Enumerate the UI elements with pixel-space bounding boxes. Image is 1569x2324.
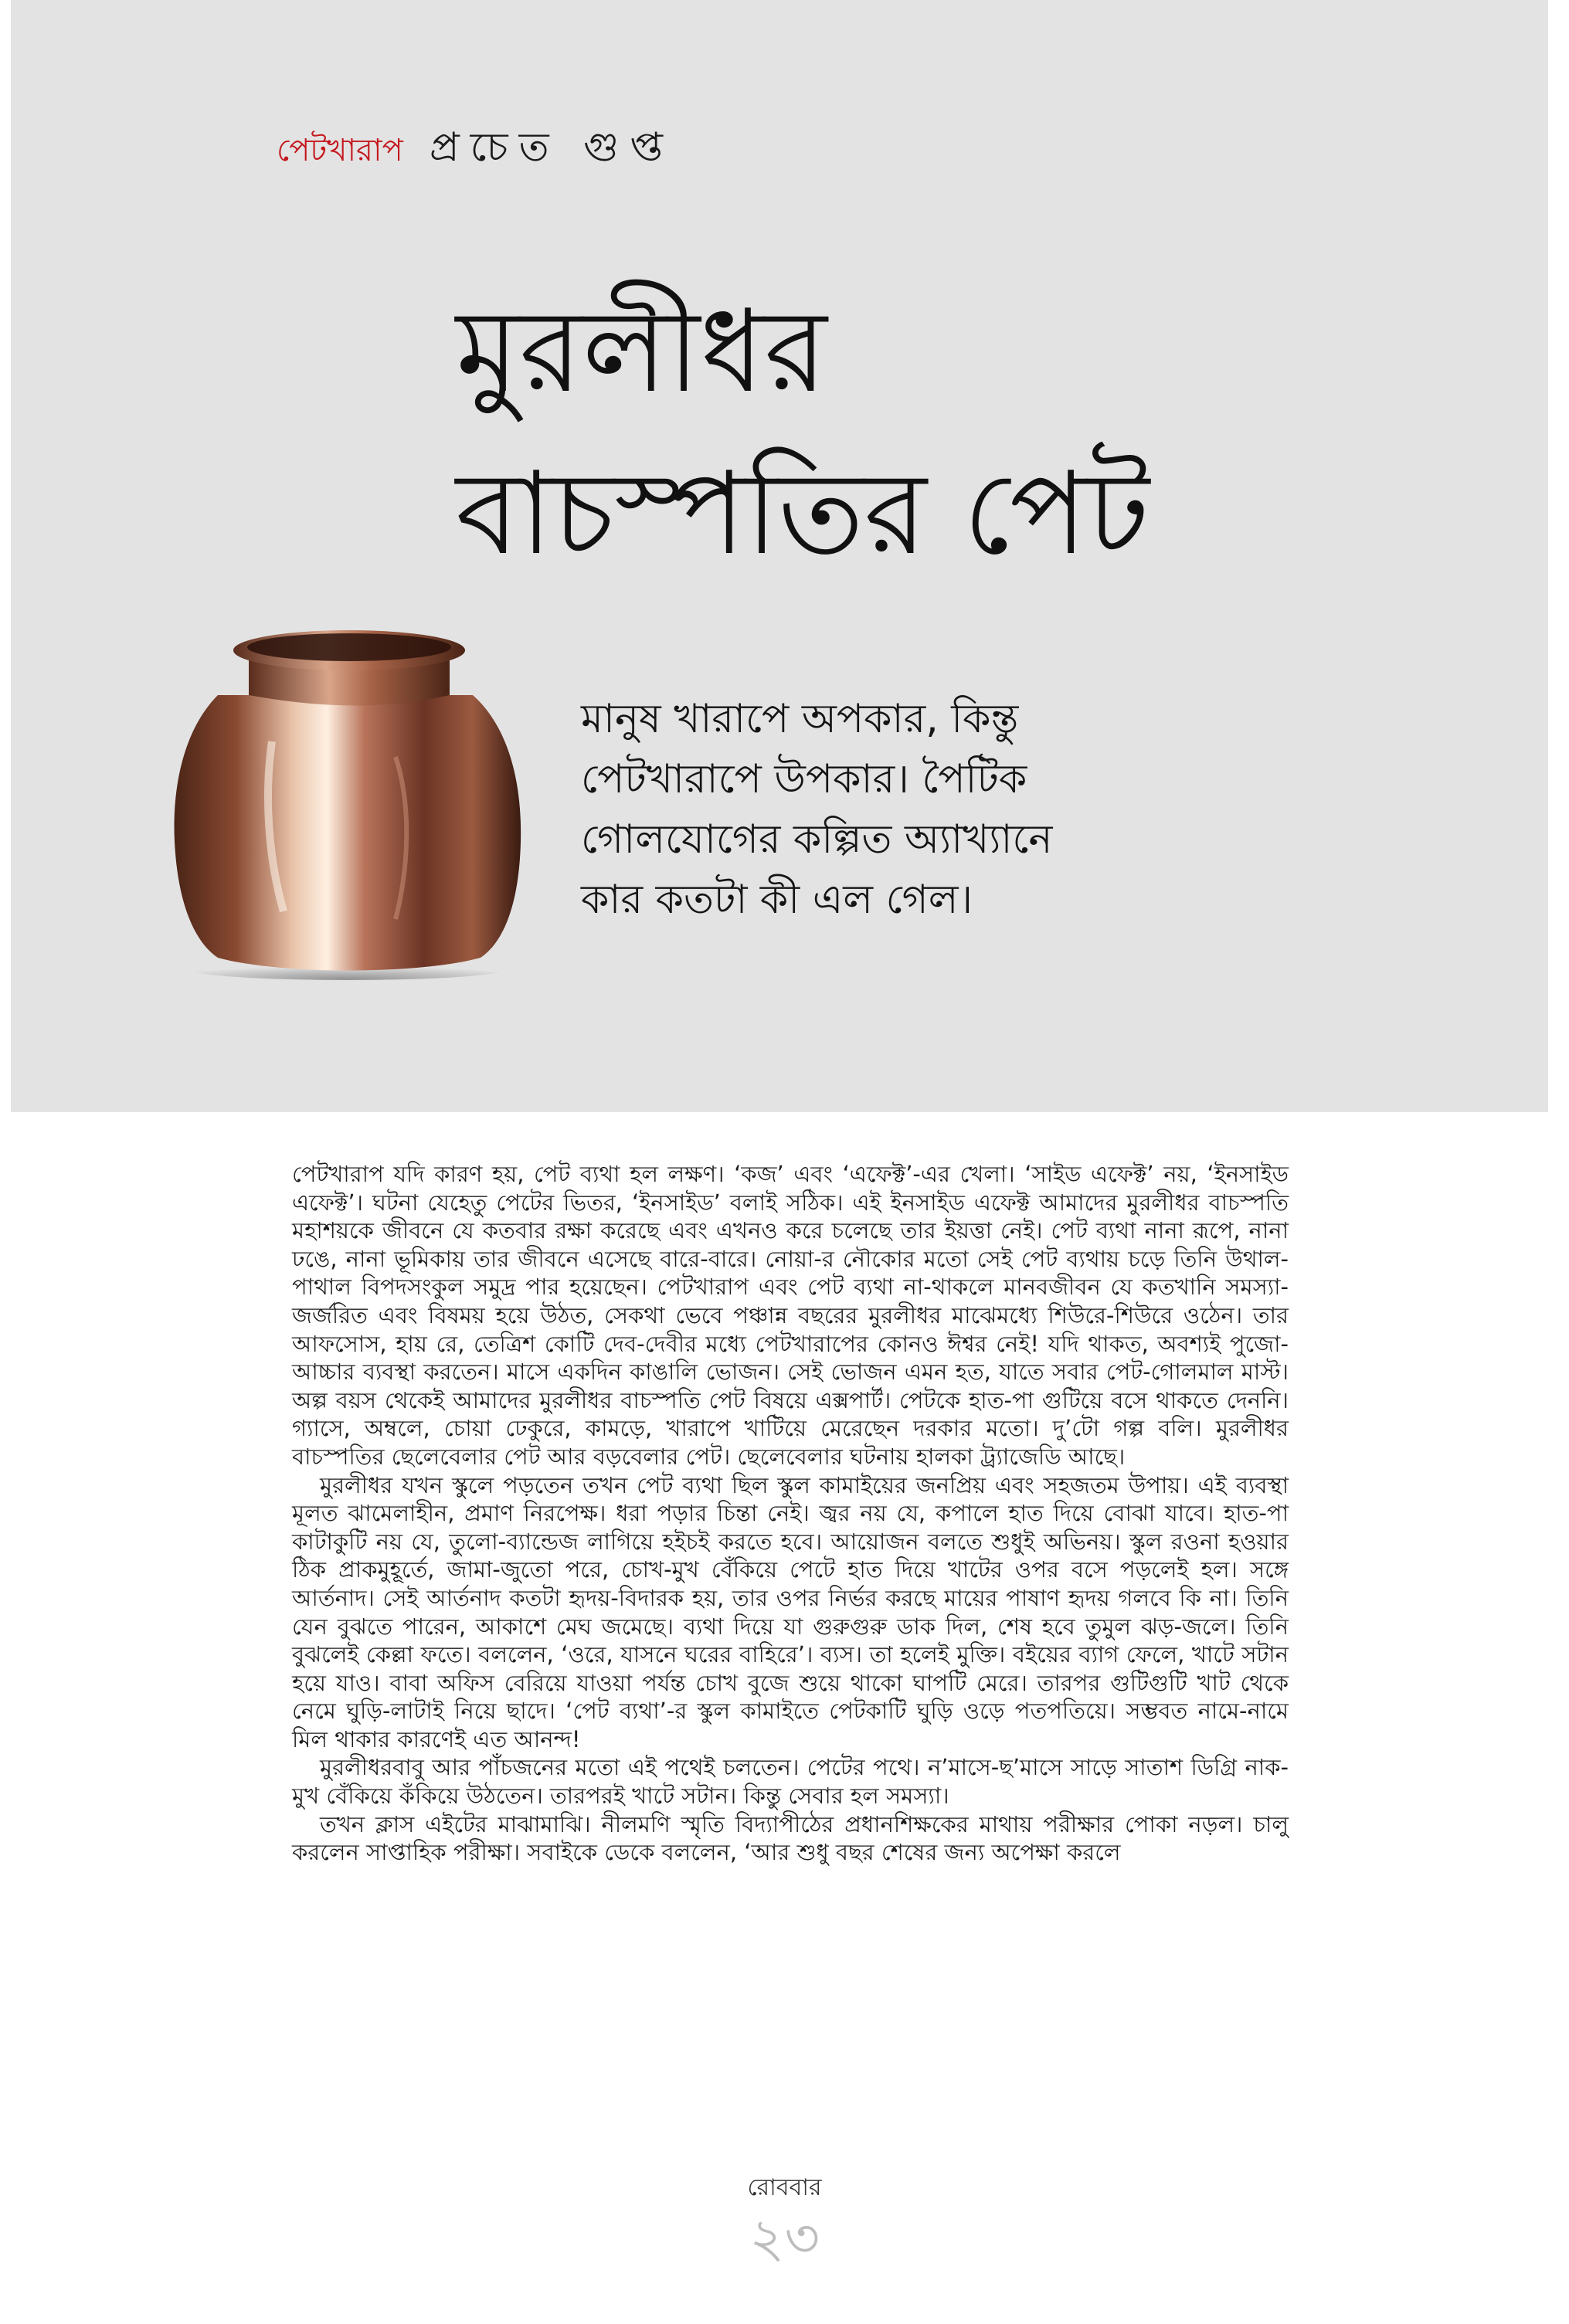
section-tag: পেটখারাপ [277,133,403,168]
title-line: মুরলীধর [456,285,827,418]
body-paragraph: পেটখারাপ যদি কারণ হয়, পেট ব্যথা হল লক্ষণ। ‘কজ’ এবং ‘এফেক্ট’-এর খেলা। ‘সাইড এফেক্ট’ নয়, ‘ইনসাইড এফেক্ট’। ঘটনা যেহেতু পেটের ভিতর, ‘ইনসাইড’ বলাই সঠিক। এই ইনসাইড এফেক্ট আমাদের মুরলীধর বাচস্পতি মহাশয়কে জীবনে যে কতবার রক্ষা করেছে এবং এখনও করে চলেছে তার ইয়ত্তা নেই। পেট ব্যথা নানা রূপে, নানা ঢঙে, নানা ভূমিকায় তার জীবনে এসেছে বারে-বারে। নোয়া-র নৌকোর মতো সেই পেট ব্যথায় চড়ে তিনি উথাল-পাথাল বিপদসংকুল সমুদ্র পার হয়েছেন। পেটখারাপ এবং পেট ব্যথা না-থাকলে মানবজীবন যে কতখানি সমস্যা-জর্জরিত এবং বিষময় হয়ে উঠত, সেকথা ভেবে পঞ্চান্ন বছরের মুরলীধর মাঝেমধ্যে শিউরে-শিউরে ওঠেন। তার আফসোস, হায় রে, তেত্রিশ কোটি দেব-দেবীর মধ্যে পেটখারাপের কোনও ঈশ্বর নেই! যদি থাকত, অবশ্যই পুজো-আচ্চার ব্যবস্থা করতেন। মাসে একদিন কাঙালি ভোজন। সেই ভোজন এমন হত, যাতে সবার পেট-গোলমাল মাস্ট। অল্প বয়স থেকেই আমাদের মুরলীধর বাচস্পতি পেট বিষয়ে এক্সপার্ট। পেটকে হাত-পা গুটিয়ে বসে থাকতে দেননি। গ্যাসে, অম্বলে, চোয়া ঢেকুরে, কামড়ে, খারাপে খাটিয়ে মেরেছেন দরকার মতো। দু’টো গল্প বলি। মুরলীধর বাচস্পতির ছেলেবেলার পেট আর বড়বেলার পেট। ছেলেবেলার ঘটনায় হালকা ট্র্যাজেডি আছে। [292,1161,1289,1470]
pot-mouth [247,633,451,661]
article-blurb [581,689,1184,930]
blurb-line: মানুষ খারাপে অপকার, কিন্তু [581,696,1019,742]
page-number: ২৩ [749,2207,820,2270]
byline [277,116,674,183]
blurb-line: গোলযোগের কল্পিত অ্যাখ্যানে [581,816,1053,863]
blurb-line: পেটখারাপে উপকার। পৈটিক [581,756,1027,802]
body-paragraph: মুরলীধর যখন স্কুলে পড়তেন তখন পেট ব্যথা ছিল স্কুল কামাইয়ের জনপ্রিয় এবং সহজতম উপায়। এই ব্যবস্থা মূলত ঝামেলাহীন, প্রমাণ নিরপেক্ষ। ধরা পড়ার চিন্তা নেই। জ্বর নয় যে, কপালে হাত দিয়ে বোঝা যাবে। হাত-পা কাটাকুটি নয় যে, তুলো-ব্যান্ডেজ লাগিয়ে হইচই করতে হবে। আয়োজন বলতে শুধুই অভিনয়। স্কুল রওনা হওয়ার ঠিক প্রাকমুহূর্তে, জামা-জুতো পরে, চোখ-মুখ বেঁকিয়ে পেটে হাত দিয়ে খাটের ওপর বসে পড়লেই হল। সঙ্গে আর্তনাদ। সেই আর্তনাদ কতটা হৃদয়-বিদারক হয়, তার ওপর নির্ভর করছে মায়ের পাষাণ হৃদয় গলবে কি না। তিনি যেন বুঝতে পারেন, আকাশে মেঘ জমেছে। ব্যথা দিয়ে যা গুরুগুরু ডাক দিল, শেষ হবে তুমুল ঝড়-জলে। তিনি বুঝলেই কেল্লা ফতে। বললেন, ‘ওরে, যাসনে ঘরের বাহিরে’। ব্যস। তা হলেই মুক্তি। বইয়ের ব্যাগ ফেলে, খাটে সটান হয়ে যাও। বাবা অফিস বেরিয়ে যাওয়া পর্যন্ত চোখ বুজে শুয়ে থাকো ঘাপটি মেরে। তারপর গুটিগুটি খাট থেকে নেমে ঘুড়ি-লাটাই নিয়ে ছাদে। ‘পেট ব্যথা’-র স্কুল কামাইতে পেটকাটি ঘুড়ি ওড়ে পতপতিয়ে। সম্ভবত নামে-নামে মিল থাকার কারণেই এত আনন্দ! [292,1471,1289,1752]
body-paragraph: তখন ক্লাস এইটের মাঝামাঝি। নীলমণি স্মৃতি বিদ্যাপীঠের প্রধানশিক্ষকের মাথায় পরীক্ষার পোকা নড়ল। চালু করলেন সাপ্তাহিক পরীক্ষা। সবাইকে ডেকে বললেন, ‘আর শুধু বছর শেষের জন্য অপেক্ষা করলে [292,1810,1289,1866]
title-line: বাচস্পতির পেট [456,447,1150,580]
pot-body [174,695,521,971]
page-footer [0,2169,1569,2270]
copper-pot-image [164,579,527,981]
magazine-name: রোববার [747,2174,822,2201]
article-body [292,1160,1289,1867]
author-name: প্রচেত গুপ্ত [429,124,674,171]
blurb-line: কার কতটা কী এল গেল। [581,877,973,923]
article-title [456,270,1383,595]
body-paragraph: মুরলীধরবাবু আর পাঁচজনের মতো এই পথেই চলতেন। পেটের পথে। ন’মাসে-ছ’মাসে সাড়ে সাতাশ ডিগ্রি নাক-মুখ বেঁকিয়ে কঁকিয়ে উঠতেন। তারপরই খাটে সটান। কিন্তু সেবার হল সমস্যা। [292,1754,1289,1810]
